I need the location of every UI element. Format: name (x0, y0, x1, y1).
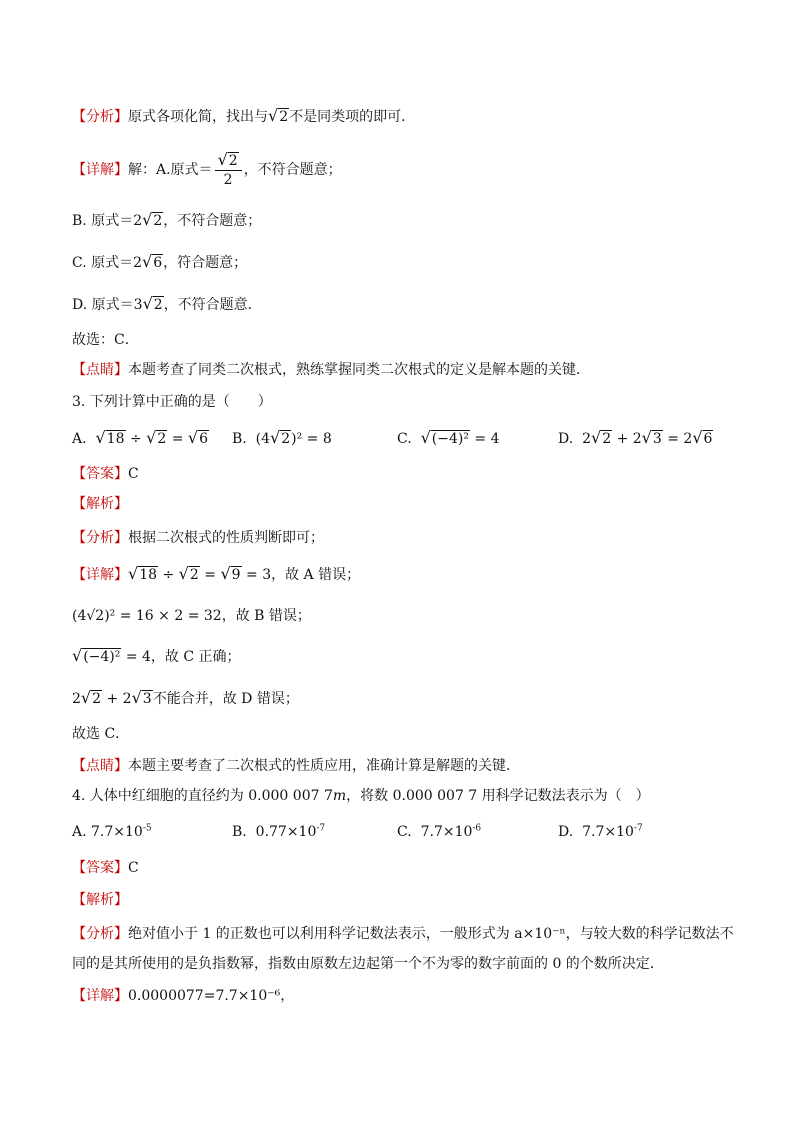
q3-option-b: B. (4√2)² = 8 (232, 428, 332, 447)
q4-option-d: D. $7.7\times 10^{-7}$ (558, 823, 643, 840)
q4-answer: 【答案】C (72, 860, 139, 876)
sqrt-expression: √2 (268, 106, 289, 125)
q4-option-b: B. $0.77\times 10^{-7}$ (232, 823, 326, 840)
detail-tag: 【详解】 (72, 162, 128, 178)
q2-analysis: 【分析】原式各项化简，找出与√2不是同类项的即可． (72, 106, 416, 125)
q2-detail-d: D. 原式＝3√2，不符合题意． (72, 294, 262, 313)
q3-option-c: C. √(−4)² = 4 (397, 428, 500, 447)
q3-option-d: D. 2√2 + 2√3 = 2√6 (558, 428, 713, 447)
q3-stem: 3. 下列计算中正确的是（ ） (72, 394, 272, 410)
q3-detail-1: 【详解】√18 ÷ √2 = √9 = 3，故 A 错误； (72, 564, 361, 583)
q3-answer: 【答案】C (72, 466, 139, 482)
q2-detail-c: C. 原式＝2√6，符合题意； (72, 252, 248, 271)
q4-detail: 【详解】0.0000077=7.7×10⁻⁶， (72, 988, 295, 1004)
q4-analysis-2: 同的是其所使用的是负指数幂，指数由原数左边起第一个不为零的数字前面的 0 的个数所决定． (72, 956, 664, 972)
q3-detail-3: √(−4)² = 4，故 C 正确； (72, 646, 241, 665)
q4-stem: 4. 人体中红细胞的直径约为 0.000 007 7m，将数 0.000 007 7 用科学记数法表示为（ ） (72, 788, 650, 804)
q3-analysis: 【分析】根据二次根式的性质判断即可； (72, 530, 324, 546)
q3-detail-4: 2√2 + 2√3不能合并，故 D 错误； (72, 688, 299, 707)
q3-comment: 【点睛】本题主要考查了二次根式的性质应用，准确计算是解题的关键． (72, 758, 520, 774)
q4-option-a: A. $7.7\times 10^{-5}$ (72, 823, 152, 840)
q3-option-a: A. √18 ÷ √2 = √6 (72, 428, 209, 447)
q4-option-c: C. $7.7\times 10^{-6}$ (397, 823, 482, 840)
q4-analysis-1: 【分析】绝对值小于 1 的正数也可以利用科学记数法表示，一般形式为 a×10⁻ⁿ，与较大数的科学记数法不 (72, 926, 734, 942)
analysis-tag: 【分析】 (72, 109, 128, 125)
comment-tag: 【点睛】 (72, 362, 128, 378)
q3-detail-2: (4√2)² = 16 × 2 = 32，故 B 错误； (72, 608, 311, 624)
q3-choose: 故选 C． (72, 726, 130, 742)
q2-comment: 【点睛】本题考查了同类二次根式，熟练掌握同类二次根式的定义是解本题的关键． (72, 362, 590, 378)
q3-parse: 【解析】 (72, 496, 128, 512)
q2-detail-a: 【详解】解：A.原式＝ $\frac{√2}{2}$ ，不符合题意； (72, 150, 342, 188)
fraction: $\frac{√2}{2}$ (215, 151, 242, 189)
q4-parse: 【解析】 (72, 892, 128, 908)
q2-choose: 故选：C． (72, 332, 139, 348)
q2-detail-b: B. 原式＝2√2，不符合题意； (72, 210, 262, 229)
